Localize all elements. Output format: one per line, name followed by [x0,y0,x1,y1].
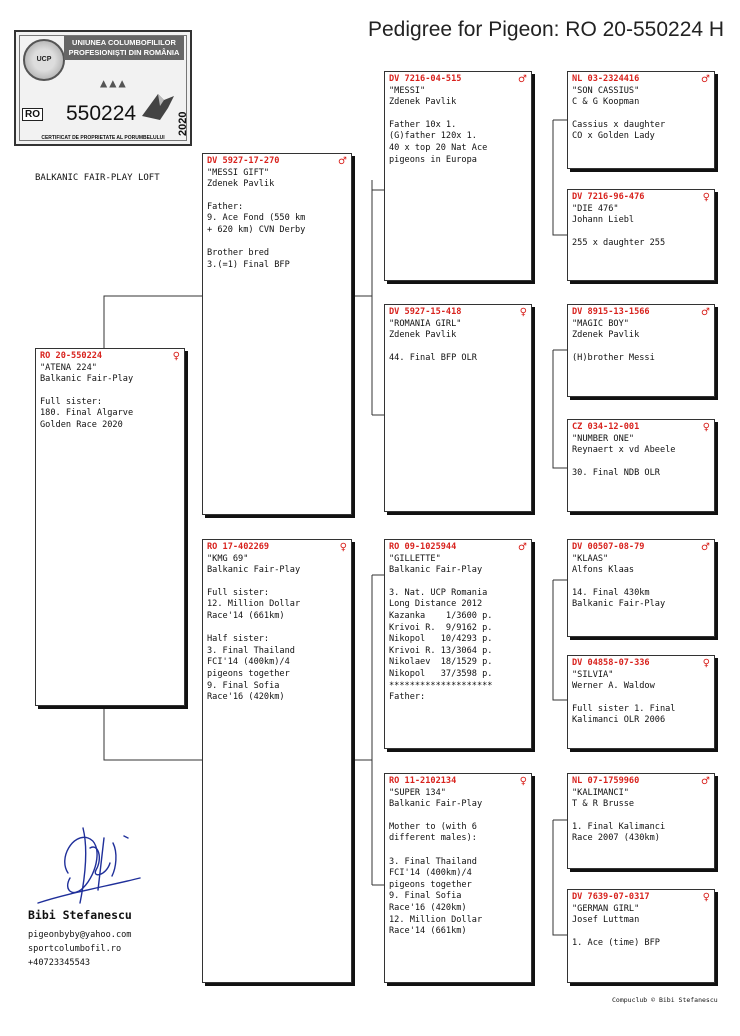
ring-number: RO 17-402269 ♀ [207,542,347,553]
ring-number: NL 03-2324416 ♂ [572,74,710,85]
ring-number: RO 11-2102134 ♀ [389,776,527,787]
organization-line-2: PROFESIONIȘTI DIN ROMÂNIA [68,48,180,57]
pigeon-name: "MESSI GIFT" [207,167,270,178]
breeder-name: C & G Koopman [572,97,640,108]
breeder-name: Josef Luttman [572,915,640,926]
connector-g3-4 [553,820,567,935]
pigeon-name: "ATENA 224" [40,362,97,373]
pigeon-notes: 1. Final Kalimanci Race 2007 (430km) [572,821,666,844]
pigeon-notes: Father 10x 1. (G)father 120x 1. 40 x top 20 Nat Ace pigeons in Europa [389,119,488,165]
ring-number: DV 5927-15-418 ♀ [389,307,527,318]
pigeon-notes: (H)brother Messi [572,352,655,363]
connector-sire [352,180,384,415]
pigeon-name: "NUMBER ONE" [572,433,635,444]
pigeon-notes: 30. Final NDB OLR [572,467,660,478]
pigeon-card-ggp-7[interactable] [567,773,715,869]
ring-number: DV 5927-17-270 ♂ [207,156,347,167]
pigeon-name: "SUPER 134" [389,787,446,798]
pigeon-name: "GILLETTE" [389,553,441,564]
pigeon-notes: 1. Ace (time) BFP [572,937,660,948]
pigeon-card-ggp-5[interactable] [567,539,715,637]
ring-number: DV 7639-07-0317 ♀ [572,892,710,903]
female-icon: ♀ [702,892,710,903]
breeder-name: Zdenek Pavlik [207,179,275,190]
ring-number: RO 20-550224 ♀ [40,351,180,362]
male-icon: ♂ [701,307,710,318]
pigeon-name: "ROMANIA GIRL" [389,318,462,329]
pigeon-name: "MAGIC BOY" [572,318,629,329]
certificate-year: 2020 [177,111,189,136]
certificate-ring-number: 550224 [66,102,137,125]
owner-website[interactable]: sportcolumbofil.ro [28,944,122,954]
breeder-name: Zdenek Pavlik [389,97,457,108]
pigeon-name: "MESSI" [389,85,426,96]
connector-g3-3 [553,580,567,700]
footer-credit: Compuclub © Bibi Stefanescu [612,996,718,1004]
page-title: Pedigree for Pigeon: RO 20-550224 H [368,18,725,41]
ring-number: DV 7216-96-476 ♀ [572,192,710,203]
breeder-name: Balkanic Fair-Play [389,565,483,576]
female-icon: ♀ [702,192,710,203]
female-icon: ♀ [519,307,527,318]
pigeon-card-ggp-2[interactable] [567,189,715,281]
female-icon: ♀ [702,422,710,433]
loft-name: BALKANIC FAIR-PLAY LOFT [35,173,160,183]
pigeon-notes: Full sister: 180. Final Algarve Golden Race 2020 [40,396,134,430]
ring-number: DV 7216-04-515 ♂ [389,74,527,85]
pigeon-name: "DIE 476" [572,203,619,214]
pigeon-notes: 44. Final BFP OLR [389,352,477,363]
ring-number: RO 09-1025944 ♂ [389,542,527,553]
male-icon: ♂ [701,542,710,553]
pigeon-card-ggp-6[interactable] [567,655,715,749]
male-icon: ♂ [518,74,527,85]
male-icon: ♂ [518,542,527,553]
owner-name: Bibi Stefanescu [28,908,132,922]
breeder-name: Werner A. Waldow [572,681,655,692]
pigeon-name: "SILVIA" [572,669,614,680]
breeder-name: Johann Liebl [572,215,635,226]
pigeon-notes: 3. Nat. UCP Romania Long Distance 2012 Kazanka 1/3600 p. Krivoi R. 9/9162 p. Nikopol 10/4293 p. Krivoi R. 13/3064 p. Nikolaev 18/1529 p. Nikopol 37/3598 p. ******************** Father: [389,587,493,703]
breeder-name: Alfons Klaas [572,565,635,576]
pigeon-card-sire-dam[interactable] [384,304,532,512]
ring-number: NL 07-1759960 ♂ [572,776,710,787]
certificate-caption: CERTIFICAT DE PROPRIETATE AL PORUMBELULUI [41,135,165,141]
owner-phone: +40723345543 [28,958,91,968]
pigeon-notes: 14. Final 430km Balkanic Fair-Play [572,587,666,610]
pigeon-name: "KLAAS" [572,553,609,564]
breeder-name: Balkanic Fair-Play [40,374,134,385]
male-icon: ♂ [338,156,347,167]
ring-number: DV 00507-08-79 ♂ [572,542,710,553]
male-icon: ♂ [701,74,710,85]
female-icon: ♀ [172,351,180,362]
pigeon-card-dam[interactable] [202,539,352,983]
pigeon-notes: Cassius x daughter CO x Golden Lady [572,119,666,142]
ucp-logo: UCP [23,39,65,81]
connector-dam [352,575,384,885]
pigeon-notes: Mother to (with 6 different males): 3. Final Thailand FCI'14 (400km)/4 pigeons together 9. Final Sofia Race'16 (420km) 12. Million Dollar Race'14 (661km) [389,821,483,937]
pigeon-name: "KALIMANCI" [572,787,629,798]
ring-number: DV 8915-13-1566 ♂ [572,307,710,318]
breeder-name: T & R Brusse [572,799,635,810]
pigeon-card-subject[interactable] [35,348,185,706]
female-icon: ♀ [339,542,347,553]
breeder-name: Zdenek Pavlik [389,330,457,341]
pigeon-card-dam-sire[interactable] [384,539,532,749]
pigeon-card-sire[interactable] [202,153,352,515]
pigeon-name: "SON CASSIUS" [572,85,640,96]
certificate-country: RO [22,108,43,121]
pigeon-card-ggp-8[interactable] [567,889,715,983]
breeder-name: Balkanic Fair-Play [207,565,301,576]
pigeon-silhouettes-icon: ▲▲▲ [100,76,128,90]
pigeon-notes: Father: 9. Ace Fond (550 km + 620 km) CVN Derby Brother bred 3.(=1) Final BFP [207,201,306,270]
pigeon-notes: Full sister 1. Final Kalimanci OLR 2006 [572,703,676,726]
pigeon-name: "KMG 69" [207,553,249,564]
pigeon-card-ggp-1[interactable] [567,71,715,169]
female-icon: ♀ [519,776,527,787]
connector-g3-2 [553,350,567,468]
breeder-name: Balkanic Fair-Play [389,799,483,810]
pigeon-card-sire-sire[interactable] [384,71,532,281]
male-icon: ♂ [701,776,710,787]
breeder-name: Zdenek Pavlik [572,330,640,341]
breeder-name: Reynaert x vd Abeele [572,445,676,456]
pigeon-card-dam-dam[interactable] [384,773,532,983]
pigeon-card-ggp-3[interactable] [567,304,715,397]
organization-line-1: UNIUNEA COLUMBOFILILOR [72,38,176,47]
ring-number: CZ 034-12-001 ♀ [572,422,710,433]
pigeon-card-ggp-4[interactable] [567,419,715,512]
connector-g3-1 [553,120,567,235]
ring-number: DV 04858-07-336 ♀ [572,658,710,669]
pigeon-notes: 255 x daughter 255 [572,237,666,248]
pigeon-name: "GERMAN GIRL" [572,903,640,914]
pigeon-notes: Full sister: 12. Million Dollar Race'14 (661km) Half sister: 3. Final Thailand FCI'14 (400km)/4 pigeons together 9. Final Sofia Race'16 (420km) [207,587,301,703]
handwritten-signature [28,818,148,913]
owner-email[interactable]: pigeonbyby@yahoo.com [28,930,132,940]
female-icon: ♀ [702,658,710,669]
